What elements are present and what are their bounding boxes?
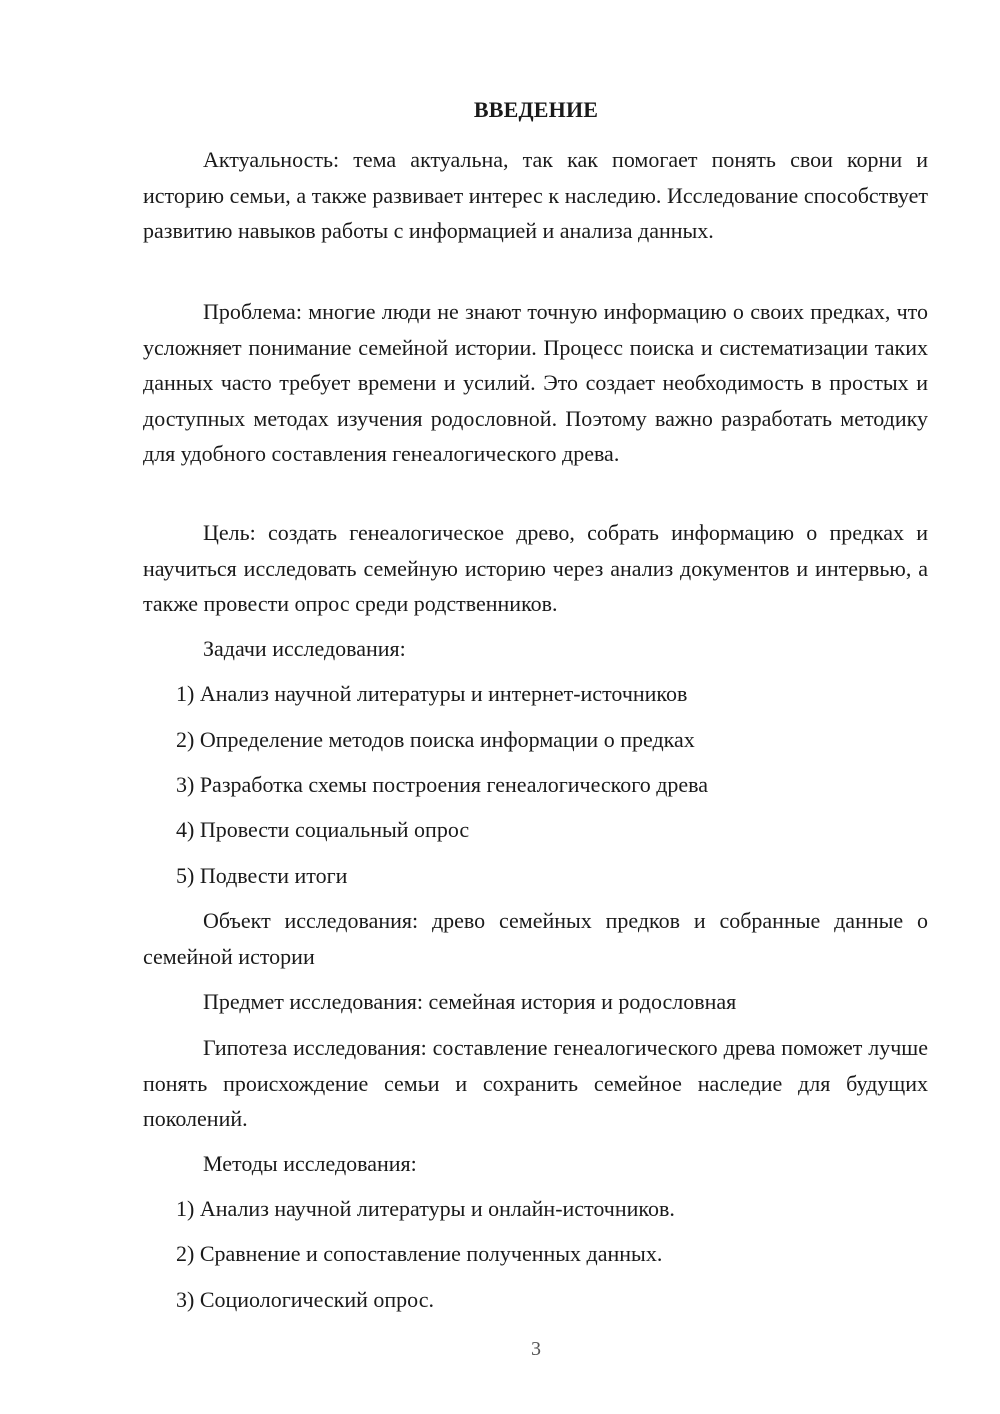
task-item-2: 2) Определение методов поиска информации о предках bbox=[176, 727, 695, 752]
method-item-2: 2) Сравнение и сопоставление полученных данных. bbox=[176, 1241, 663, 1266]
hypothesis-paragraph: Гипотеза исследования: составление генеалогического древа поможет лучше понять происхождение семьи и сохранить семейное наследие для будущих поколений. bbox=[143, 1035, 928, 1131]
methods-heading: Методы исследования: bbox=[203, 1151, 417, 1176]
relevance-paragraph: Актуальность: тема актуальна, так как помогает понять свои корни и историю семьи, а также развивает интерес к наследию. Исследование способствует развитию навыков работы с информацией и анализа данных. bbox=[143, 147, 928, 243]
tasks-heading: Задачи исследования: bbox=[203, 636, 406, 661]
section-heading: ВВЕДЕНИЕ bbox=[473, 97, 599, 122]
method-item-1: 1) Анализ научной литературы и онлайн-источников. bbox=[176, 1196, 675, 1221]
page-number: 3 bbox=[531, 1338, 541, 1360]
subject-paragraph: Предмет исследования: семейная история и родословная bbox=[203, 989, 737, 1014]
task-item-5: 5) Подвести итоги bbox=[176, 863, 348, 888]
task-item-1: 1) Анализ научной литературы и интернет-источников bbox=[176, 681, 688, 706]
method-item-3: 3) Социологический опрос. bbox=[176, 1287, 434, 1312]
task-item-4: 4) Провести социальный опрос bbox=[176, 817, 470, 842]
goal-paragraph: Цель: создать генеалогическое древо, собрать информацию о предках и научиться исследовать семейную историю через анализ документов и интервью, а также провести опрос среди родственников. bbox=[143, 520, 928, 616]
task-item-3: 3) Разработка схемы построения генеалогического древа bbox=[176, 772, 709, 797]
problem-paragraph: Проблема: многие люди не знают точную информацию о своих предках, что усложняет понимание семейной истории. Процесс поиска и систематизации таких данных часто требует времени и усилий. Это создает необходимость в простых и доступных методах изучения родословной. Поэтому важно разработать методику для удобного составления генеалогического древа. bbox=[143, 299, 928, 466]
object-paragraph: Объект исследования: древо семейных предков и собранные данные о семейной истории bbox=[143, 908, 928, 969]
